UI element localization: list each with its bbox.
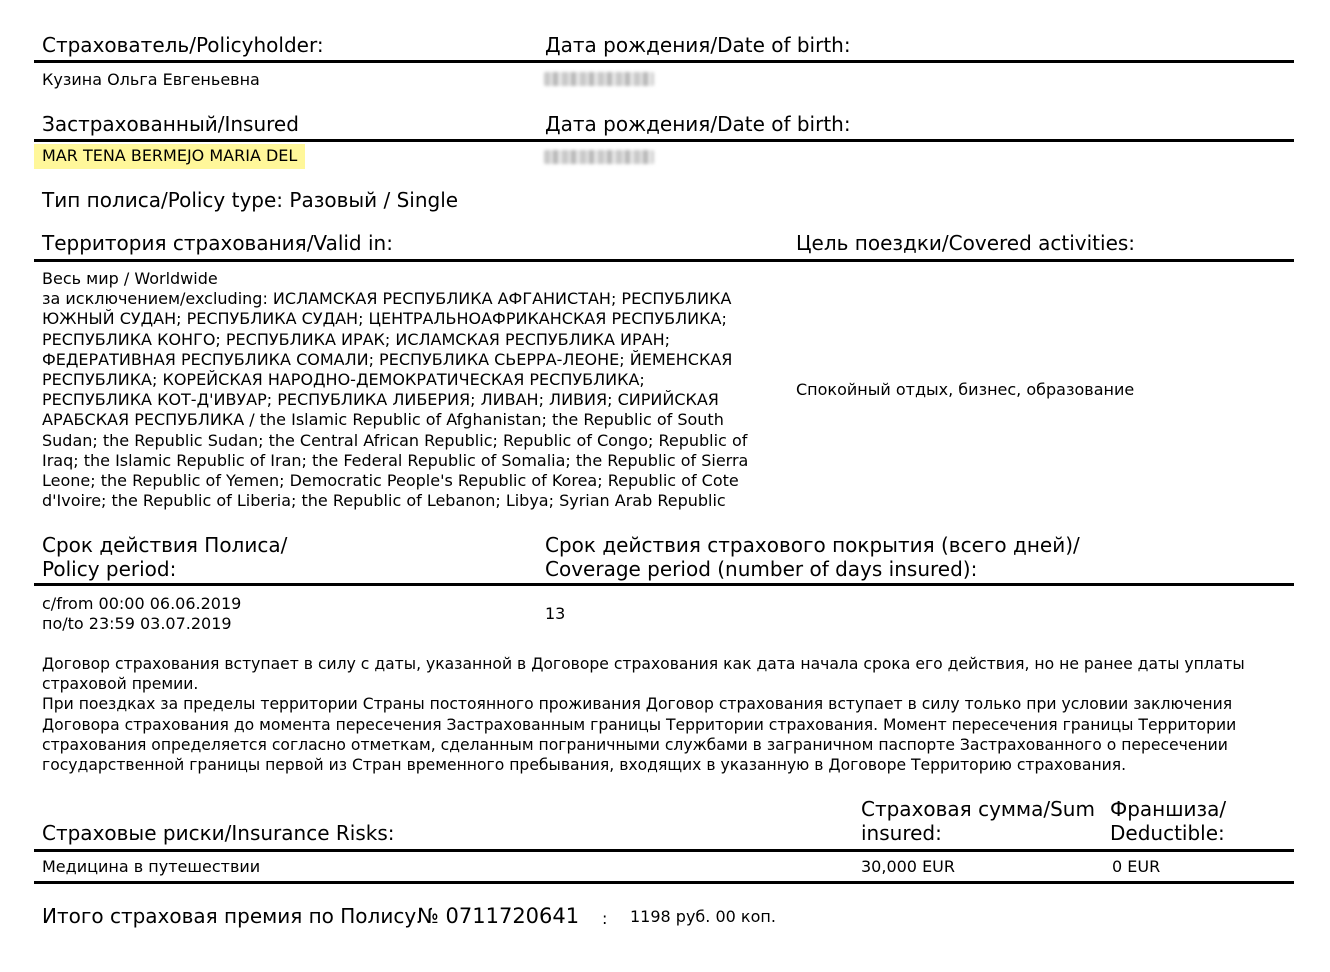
risk-deductible: 0 EUR <box>1112 857 1161 876</box>
divider <box>34 139 1294 142</box>
activities-value: Спокойный отдых, бизнес, образование <box>796 380 1135 399</box>
territory-line: Весь мир / Worldwide <box>42 269 218 288</box>
terms-paragraph: Договор страхования вступает в силу с даты, указанной в Договоре страхования как дата начала срока его действия, но не ранее даты уплаты страховой премии. При поездках за пределы территории Страны постоянного проживания Договор страхования вступает в силу только при условии заключения Договора страхования до момента пересечения Застрахованным границы Территории страхования. Момент пересечения границы Территории страхования определяется согласно отметкам, сделанным пограничными службами в заграничном паспорте Застрахованного о пересечении государственной границы первой из Стран временного пребывания, входящих в указанную в Договоре Территорию страхования. <box>42 655 1245 775</box>
coverage-period-label-line1: Срок действия страхового покрытия (всего дней)/ <box>545 533 1080 557</box>
policy-period-label-line2: Policy period: <box>42 557 177 581</box>
activities-label: Цель поездки/Covered activities: <box>796 231 1136 255</box>
insured-label: Застрахованный/Insured <box>42 112 299 136</box>
policy-period-label-line1: Срок действия Полиса/ <box>42 533 288 557</box>
territory-line: d'Ivoire; the Republic of Liberia; the Republic of Lebanon; Libya; Syrian Arab Republic <box>42 491 726 511</box>
policyholder-dob-redacted <box>544 72 654 86</box>
insured-dob-redacted <box>544 150 654 164</box>
coverage-period-label <box>545 533 1080 581</box>
territory-list <box>42 269 748 511</box>
territory-line: Leone; the Republic of Yemen; Democratic People's Republic of Korea; Republic of Cote <box>42 471 739 491</box>
risks-label: Страховые риски/Insurance Risks: <box>42 821 395 845</box>
divider <box>34 259 1294 262</box>
coverage-days: 13 <box>545 604 566 623</box>
deductible-label-line2: Deductible: <box>1110 821 1225 845</box>
territory-line: Iraq; the Islamic Republic of Iran; the Federal Republic of Somalia; the Republic of Sierra <box>42 450 749 470</box>
total-amount: 1198 руб. 00 коп. <box>630 907 776 926</box>
divider <box>34 60 1294 63</box>
policy-period-label <box>42 533 287 581</box>
divider <box>34 881 1294 884</box>
territory-line: РЕСПУБЛИКА КОНГО; РЕСПУБЛИКА ИРАК; ИСЛАМСКАЯ РЕСПУБЛИКА ИРАН; <box>42 329 671 349</box>
sum-insured-label <box>861 797 1095 845</box>
period-to: по/to 23:59 03.07.2019 <box>42 614 232 633</box>
divider <box>34 849 1294 852</box>
total-separator: : <box>602 909 608 928</box>
territory-line: ЮЖНЫЙ СУДАН; РЕСПУБЛИКА СУДАН; ЦЕНТРАЛЬНОАФРИКАНСКАЯ РЕСПУБЛИКА; <box>42 309 727 329</box>
period-from: c/from 00:00 06.06.2019 <box>42 594 242 613</box>
deductible-label-line1: Франшиза/ <box>1110 797 1227 821</box>
policyholder-label: Страхователь/Policyholder: <box>42 33 324 57</box>
policy-type: Тип полиса/Policy type: Разовый / Single <box>42 188 459 212</box>
risk-name: Медицина в путешествии <box>42 857 261 876</box>
total-premium-label: Итого страховая премия по Полису <box>42 904 417 928</box>
policy-number: № 0711720641 <box>417 904 580 928</box>
sum-insured-label-line1: Страховая сумма/Sum <box>861 797 1095 821</box>
risk-sum: 30,000 EUR <box>861 857 956 876</box>
policyholder-name: Кузина Ольга Евгеньевна <box>42 70 260 89</box>
territory-line: АРАБСКАЯ РЕСПУБЛИКА / the Islamic Republic of Afghanistan; the Republic of South <box>42 410 724 430</box>
coverage-period-label-line2: Coverage period (number of days insured): <box>545 557 978 581</box>
policy-period-values <box>42 594 241 634</box>
territory-line: за исключением/excluding: ИСЛАМСКАЯ РЕСПУБЛИКА АФГАНИСТАН; РЕСПУБЛИКА <box>42 289 732 309</box>
divider <box>34 583 1294 586</box>
territory-line: РЕСПУБЛИКА КОТ-Д'ИВУАР; РЕСПУБЛИКА ЛИБЕРИЯ; ЛИВАН; ЛИВИЯ; СИРИЙСКАЯ <box>42 390 719 410</box>
territory-line: Sudan; the Republic Sudan; the Central African Republic; Republic of Congo; Republic of <box>42 430 748 450</box>
insured-name-text: MAR TENA BERMEJO MARIA DEL <box>34 144 305 169</box>
insured-dob-label: Дата рождения/Date of birth: <box>545 112 851 136</box>
territory-line: РЕСПУБЛИКА; КОРЕЙСКАЯ НАРОДНО-ДЕМОКРАТИЧЕСКАЯ РЕСПУБЛИКА; <box>42 370 645 390</box>
deductible-label <box>1110 797 1226 845</box>
territory-line: ФЕДЕРАТИВНАЯ РЕСПУБЛИКА СОМАЛИ; РЕСПУБЛИКА СЬЕРРА-ЛЕОНЕ; ЙЕМЕНСКАЯ <box>42 349 733 369</box>
sum-insured-label-line2: insured: <box>861 821 942 845</box>
territory-label: Территория страхования/Valid in: <box>42 231 393 255</box>
insured-name <box>42 146 305 166</box>
policyholder-dob-label: Дата рождения/Date of birth: <box>545 33 851 57</box>
